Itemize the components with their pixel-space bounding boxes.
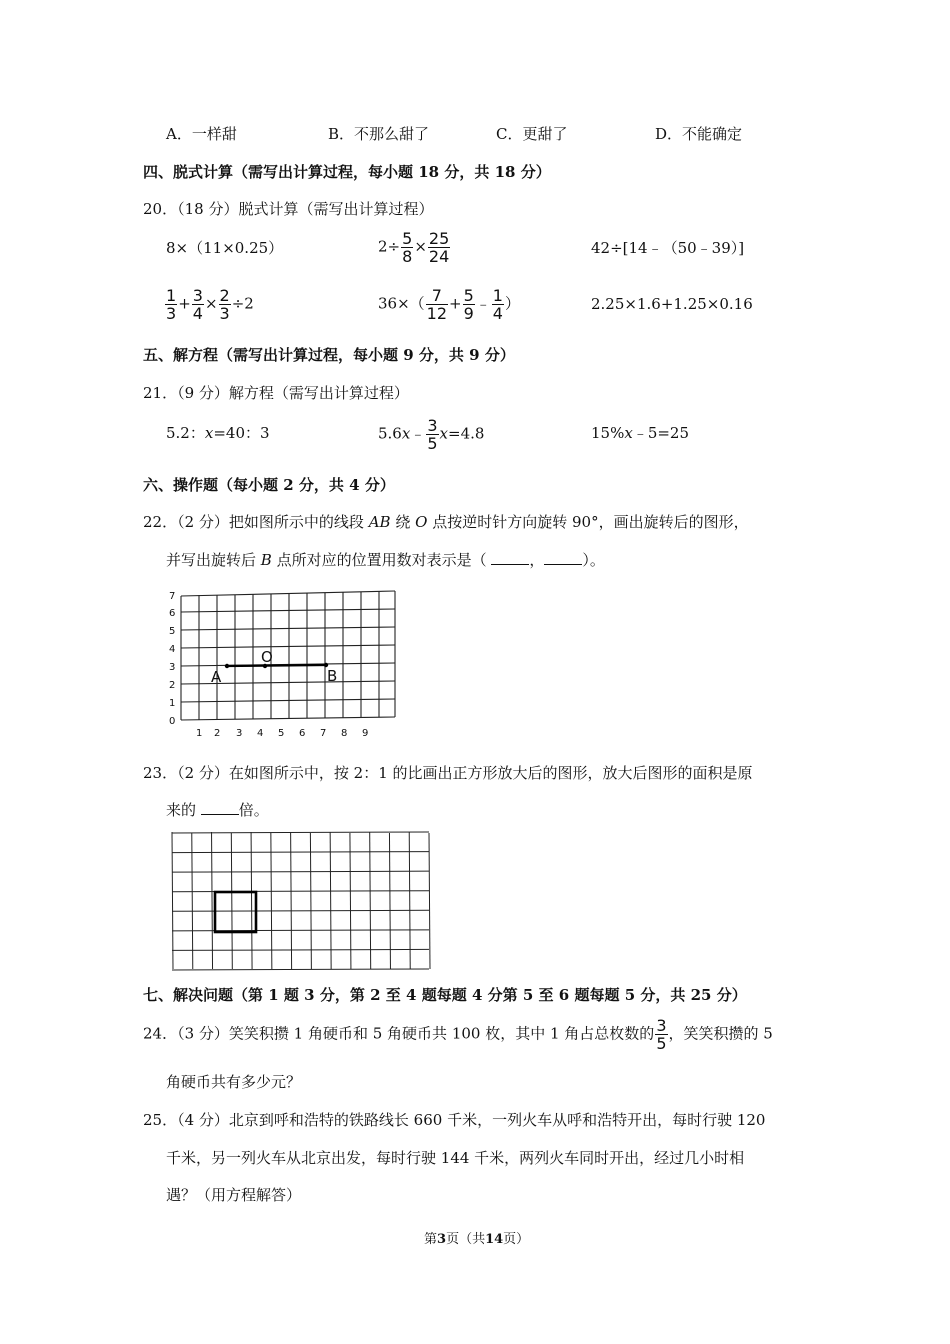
q20-expr-3: 42÷[14﹣（50﹣39）] [591,239,745,257]
y-tick: 5 [169,626,176,637]
grid-line [350,833,351,969]
segment-ab [227,665,326,666]
y-tick: 4 [169,644,176,655]
q22-coordinate-grid [165,586,405,738]
grid-line [172,852,429,853]
grid-line [389,833,390,969]
x-tick: 5 [278,728,285,738]
q20-title: 20．（18 分）脱式计算（需写出计算过程） [143,200,434,218]
q21-eq-1: 5.2：x=40：3 [166,424,270,442]
x-tick: 8 [341,728,348,738]
q21-eq-3: 15%x﹣5=25 [591,424,690,442]
fraction: $\frac{3}{4}$ [192,286,203,323]
label-o: O [261,648,273,666]
answer-blank[interactable] [201,800,239,815]
x-tick: 1 [196,728,203,738]
grid-line [370,832,371,969]
section-7-heading: 七、解决问题（第 1 题 3 分，第 2 至 4 题每题 4 分第 5 至 6 题每题 5 分，共 25 分） [143,986,747,1004]
answer-blank[interactable] [544,550,582,565]
option-b: B．不那么甜了 [328,125,430,143]
y-tick-labels [169,591,175,727]
q25-line-3: 遇？（用方程解答） [166,1186,302,1204]
x-tick: 3 [236,728,243,738]
y-tick: 0 [169,716,176,727]
grid-lines [172,832,430,970]
label-b: B [327,667,338,685]
fraction: $\frac{1}{4}$ [492,286,503,323]
x-tick-labels [196,728,368,738]
grid-line [172,891,429,892]
fraction: $\frac{2}{3}$ [219,286,230,323]
fraction: $\frac{3}{5}$ [656,1016,667,1053]
y-tick: 2 [169,680,176,691]
fraction: $\frac{3}{5}$ [427,416,438,453]
q23-square-grid [168,829,432,973]
q24-line-2: 角硬币共有多少元？ [166,1073,302,1091]
grid-line [172,969,429,970]
grid-line [172,871,429,872]
x-tick: 9 [362,728,369,738]
x-tick: 6 [299,728,306,738]
y-tick: 7 [169,591,176,602]
q20-expr-2: 2÷ $\frac{5}{8}$ × $\frac{25}{24}$ [378,229,450,266]
point-a [225,664,229,668]
q20-expr-1: 8×（11×0.25） [166,239,284,257]
grid-line [409,832,410,969]
page-footer: 第3页（共14页） [424,1232,530,1247]
fraction: $\frac{25}{24}$ [428,229,450,266]
grid-line [172,832,429,833]
x-tick: 4 [257,728,264,738]
q20-expr-5: 36×（ $\frac{7}{12}$ + $\frac{5}{9}$ ﹣ $\frac{1}{4}$ ） [378,286,520,323]
grid-lines [181,591,395,720]
option-a: A．一样甜 [166,125,237,143]
y-tick: 6 [169,608,176,619]
fraction: $\frac{5}{9}$ [463,286,474,323]
section-6-heading: 六、操作题（每小题 2 分，共 4 分） [143,476,395,494]
q24-line-1: 24．（3 分）笑笑积攒 1 角硬币和 5 角硬币共 100 枚，其中 1 角占总枚数的 $\frac{3}{5}$ ，笑笑积攒的 5 [143,1016,773,1053]
x-tick: 2 [214,728,221,738]
grid-line [429,833,430,969]
q21-title: 21．（9 分）解方程（需写出计算过程） [143,384,409,402]
option-c: C．更甜了 [496,125,568,143]
label-a: A [211,668,222,686]
q23-line-2: 来的 倍。 [166,801,269,819]
x-tick: 7 [320,728,327,738]
grid-line [330,832,331,969]
square [215,892,256,932]
fraction: $\frac{7}{12}$ [426,286,448,323]
y-tick: 3 [169,662,176,673]
q20-expr-4: $\frac{1}{3}$ + $\frac{3}{4}$ × $\frac{2}{3}$ ÷2 [166,286,254,323]
q20-expr-6: 2.25×1.6+1.25×0.16 [591,295,753,313]
grid-line [231,833,232,969]
q25-line-1: 25．（4 分）北京到呼和浩特的铁路线长 660 千米，一列火车从呼和浩特开出，每时行驶 120 [143,1111,766,1129]
section-5-heading: 五、解方程（需写出计算过程，每小题 9 分，共 9 分） [143,346,515,364]
option-d: D．不能确定 [655,125,743,143]
q25-line-2: 千米，另一列火车从北京出发，每时行驶 144 千米，两列火车同时开出，经过几小时相 [166,1149,745,1167]
q21-eq-2: 5.6x﹣ $\frac{3}{5}$ x=4.8 [378,416,485,453]
fraction: $\frac{5}{8}$ [402,229,413,266]
y-tick: 1 [169,698,176,709]
q22-line-2: 并写出旋转后 B 点所对应的位置用数对表示是（ ， ）。 [166,551,605,569]
grid-line [310,833,311,969]
grid-line [271,833,272,969]
q22-line-1: 22．（2 分）把如图所示中的线段 AB 绕 O 点按逆时针方向旋转 90°，画出旋转后的图形， [143,513,749,531]
fraction: $\frac{1}{3}$ [166,286,177,323]
answer-blank[interactable] [491,550,529,565]
section-4-heading: 四、脱式计算（需写出计算过程，每小题 18 分，共 18 分） [143,163,551,181]
q23-line-1: 23．（2 分）在如图所示中，按 2：1 的比画出正方形放大后的图形，放大后图形的面积是原 [143,764,753,782]
grid-line [192,833,193,969]
